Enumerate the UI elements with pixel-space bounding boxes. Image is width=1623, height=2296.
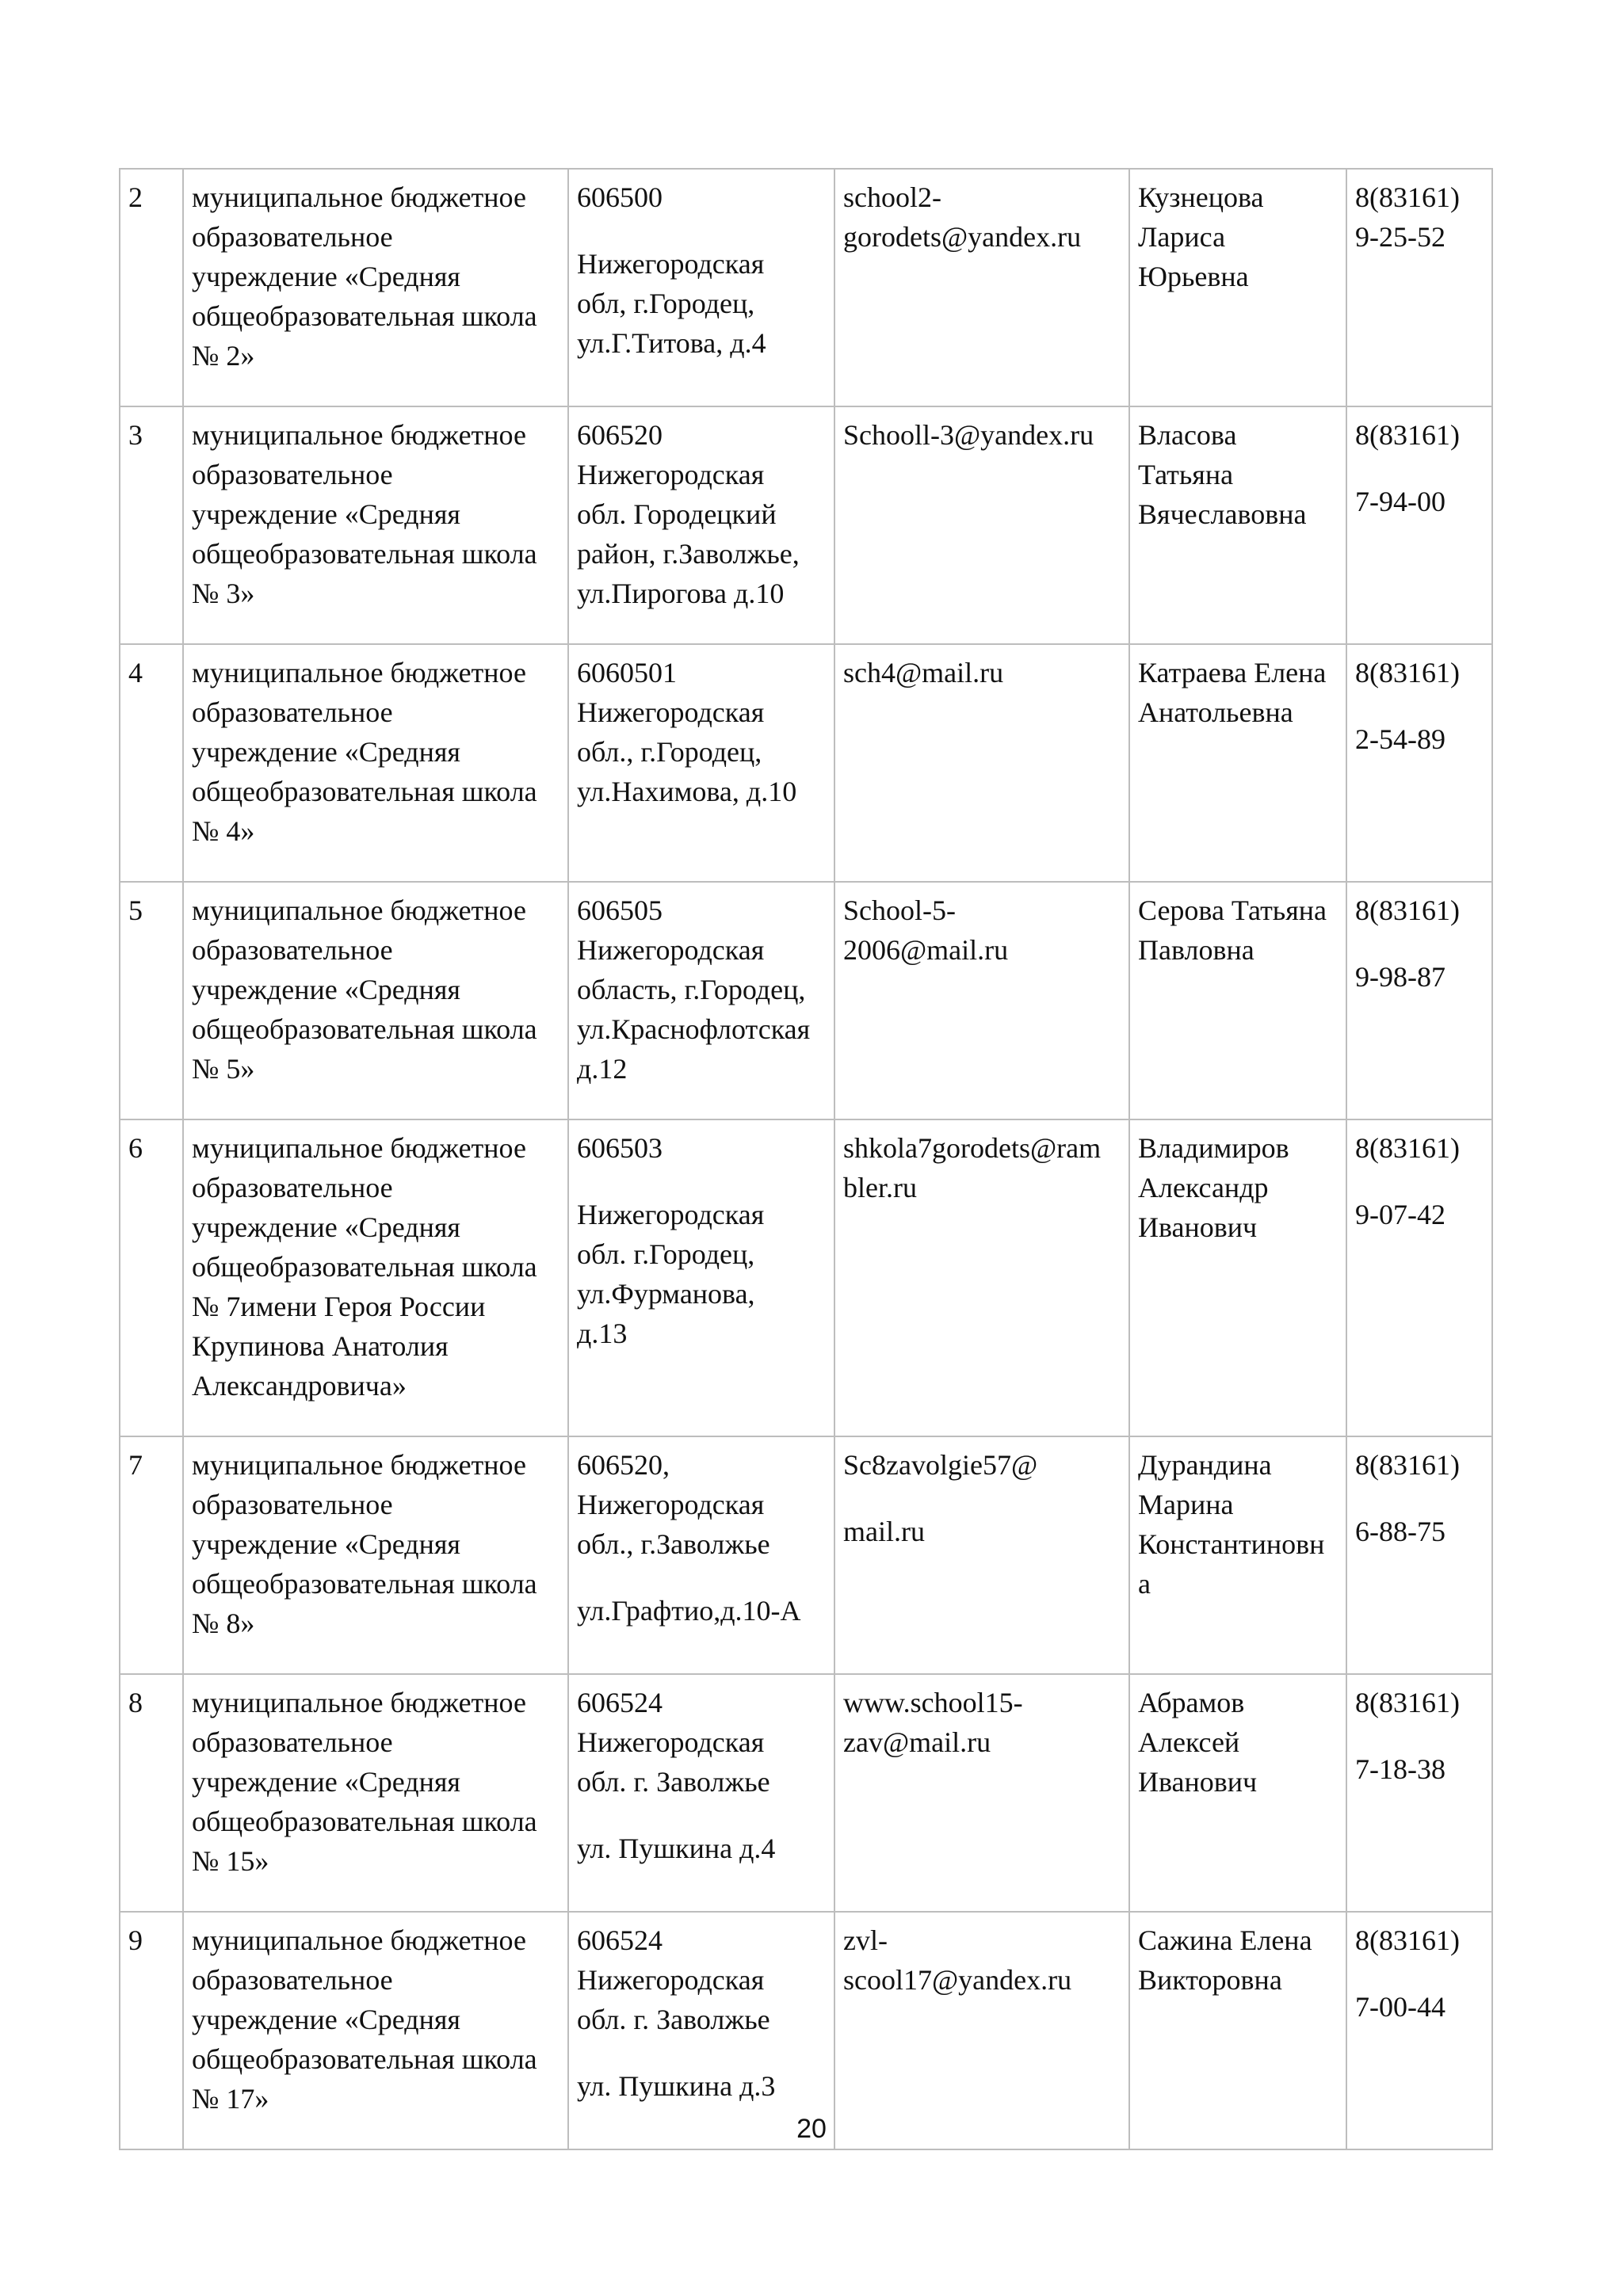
- school-name-line: муниципальное бюджетное: [192, 1924, 526, 1956]
- email-cell: [834, 1674, 1129, 1912]
- address-line: ул.Графтио,д.10-А: [577, 1595, 801, 1627]
- director-cell: [1129, 169, 1346, 406]
- address-cell: [568, 1436, 834, 1674]
- address-line: область, г.Городец,: [577, 974, 806, 1005]
- phone-code: 8(83161): [1355, 657, 1460, 688]
- address-line: ул.Краснофлотская: [577, 1013, 811, 1045]
- phone-number: 7-00-44: [1355, 1991, 1445, 2023]
- director-line: Павловна: [1138, 934, 1254, 966]
- email-line: bler.ru: [843, 1172, 917, 1203]
- phone-code: 8(83161): [1355, 1687, 1460, 1718]
- phone-number: 6-88-75: [1355, 1516, 1445, 1547]
- director-cell: [1129, 644, 1346, 882]
- school-name-cell: [183, 882, 568, 1119]
- email-line: school2-: [843, 181, 941, 213]
- school-name-line: общеобразовательная школа: [192, 300, 537, 332]
- phone-code: 8(83161): [1355, 1132, 1460, 1164]
- phone-cell: [1346, 1436, 1492, 1674]
- table-row: [120, 1119, 1492, 1436]
- address-line: обл. г. Заволжье: [577, 1766, 770, 1798]
- address-line: 606524: [577, 1924, 663, 1956]
- address-line: ул.Г.Титова, д.4: [577, 327, 766, 359]
- director-cell: [1129, 1119, 1346, 1436]
- phone-cell: [1346, 406, 1492, 644]
- phone-code: 8(83161): [1355, 419, 1460, 451]
- director-line: Катраева Елена: [1138, 657, 1327, 688]
- director-line: Дурандина: [1138, 1449, 1272, 1481]
- address-line: ул. Пушкина д.3: [577, 2070, 776, 2102]
- row-number: 8: [128, 1687, 143, 1718]
- school-name-line: образовательное: [192, 1489, 393, 1520]
- school-name-cell: [183, 169, 568, 406]
- address-line: ул.Пирогова д.10: [577, 578, 785, 609]
- phone-code: 8(83161): [1355, 1449, 1460, 1481]
- page-number: 20: [796, 2114, 827, 2144]
- director-line: Татьяна: [1138, 459, 1234, 490]
- address-line: 606524: [577, 1687, 663, 1718]
- row-number: 9: [128, 1924, 143, 1956]
- director-line: Алексей: [1138, 1726, 1240, 1758]
- row-number: 7: [128, 1449, 143, 1481]
- school-name-line: муниципальное бюджетное: [192, 894, 526, 926]
- director-line: Абрамов: [1138, 1687, 1245, 1718]
- address-line: 606503: [577, 1132, 663, 1164]
- address-line: обл., г.Городец,: [577, 736, 762, 768]
- row-number-cell: [120, 644, 183, 882]
- address-line: ул.Фурманова,: [577, 1278, 755, 1310]
- school-name-line: № 2»: [192, 340, 255, 372]
- email-line: scool17@yandex.ru: [843, 1964, 1072, 1996]
- director-cell: [1129, 406, 1346, 644]
- email-cell: [834, 406, 1129, 644]
- school-name-line: учреждение «Средняя: [192, 2004, 460, 2035]
- phone-number: 9-07-42: [1355, 1199, 1445, 1230]
- email-line: 2006@mail.ru: [843, 934, 1009, 966]
- address-line: Нижегородская: [577, 1489, 765, 1520]
- director-line: Марина: [1138, 1489, 1234, 1520]
- director-line: Юрьевна: [1138, 261, 1249, 292]
- row-number: 2: [128, 181, 143, 213]
- table-row: [120, 406, 1492, 644]
- address-line: Нижегородская: [577, 1726, 765, 1758]
- school-name-line: муниципальное бюджетное: [192, 657, 526, 688]
- address-line: Нижегородская: [577, 459, 765, 490]
- table-row: [120, 169, 1492, 406]
- director-line: Серова Татьяна: [1138, 894, 1327, 926]
- school-name-cell: [183, 1119, 568, 1436]
- school-name-line: муниципальное бюджетное: [192, 181, 526, 213]
- school-name-cell: [183, 1674, 568, 1912]
- phone-number: 9-98-87: [1355, 961, 1445, 993]
- row-number-cell: [120, 1119, 183, 1436]
- director-line: Кузнецова: [1138, 181, 1264, 213]
- row-number: 5: [128, 894, 143, 926]
- school-name-line: учреждение «Средняя: [192, 1528, 460, 1560]
- director-line: Константиновн: [1138, 1528, 1325, 1560]
- email-cell: [834, 1436, 1129, 1674]
- school-name-line: № 7имени Героя России: [192, 1291, 486, 1322]
- director-line: Анатольевна: [1138, 696, 1293, 728]
- phone-cell: [1346, 169, 1492, 406]
- school-name-line: № 3»: [192, 578, 255, 609]
- school-name-cell: [183, 644, 568, 882]
- schools-table-body: [120, 169, 1492, 2149]
- phone-cell: [1346, 882, 1492, 1119]
- school-name-line: общеобразовательная школа: [192, 776, 537, 807]
- email-cell: [834, 169, 1129, 406]
- table-row: [120, 1674, 1492, 1912]
- address-cell: [568, 882, 834, 1119]
- address-line: 6060501: [577, 657, 677, 688]
- director-cell: [1129, 1436, 1346, 1674]
- email-line: zvl-: [843, 1924, 888, 1956]
- email-line: shkola7gorodets@ram: [843, 1132, 1102, 1164]
- address-cell: [568, 1119, 834, 1436]
- table-row: [120, 1436, 1492, 1674]
- school-name-line: учреждение «Средняя: [192, 1211, 460, 1243]
- address-cell: [568, 644, 834, 882]
- address-cell: [568, 169, 834, 406]
- email-cell: [834, 882, 1129, 1119]
- row-number: 3: [128, 419, 143, 451]
- address-line: д.13: [577, 1318, 628, 1349]
- address-line: 606500: [577, 181, 663, 213]
- phone-cell: [1346, 1674, 1492, 1912]
- phone-cell: [1346, 644, 1492, 882]
- school-name-line: учреждение «Средняя: [192, 974, 460, 1005]
- email-line: zav@mail.ru: [843, 1726, 991, 1758]
- row-number: 4: [128, 657, 143, 688]
- director-line: Викторовна: [1138, 1964, 1282, 1996]
- school-name-line: образовательное: [192, 221, 393, 253]
- school-name-line: общеобразовательная школа: [192, 2043, 537, 2075]
- row-number-cell: [120, 406, 183, 644]
- school-name-line: общеобразовательная школа: [192, 1251, 537, 1283]
- phone-number: 7-94-00: [1355, 486, 1445, 517]
- address-line: Нижегородская: [577, 248, 765, 280]
- email-line: mail.ru: [843, 1516, 925, 1547]
- school-name-line: № 5»: [192, 1053, 255, 1085]
- schools-table: [119, 168, 1493, 2150]
- address-line: 606520: [577, 419, 663, 451]
- phone-number: 7-18-38: [1355, 1753, 1445, 1785]
- address-line: район, г.Заволжье,: [577, 538, 800, 570]
- school-name-line: муниципальное бюджетное: [192, 1687, 526, 1718]
- school-name-line: образовательное: [192, 934, 393, 966]
- director-line: Иванович: [1138, 1766, 1258, 1798]
- phone-number: 2-54-89: [1355, 723, 1445, 755]
- school-name-line: образовательное: [192, 1726, 393, 1758]
- school-name-line: общеобразовательная школа: [192, 1806, 537, 1837]
- school-name-cell: [183, 1436, 568, 1674]
- phone-code: 8(83161): [1355, 1924, 1460, 1956]
- director-line: Лариса: [1138, 221, 1226, 253]
- email-cell: [834, 1119, 1129, 1436]
- address-line: обл. Городецкий: [577, 498, 777, 530]
- address-line: обл. г. Заволжье: [577, 2004, 770, 2035]
- phone-cell: [1346, 1119, 1492, 1436]
- phone-number: 9-25-52: [1355, 221, 1445, 253]
- school-name-line: Крупинова Анатолия: [192, 1330, 449, 1362]
- school-name-line: учреждение «Средняя: [192, 498, 460, 530]
- address-line: 606520,: [577, 1449, 670, 1481]
- row-number-cell: [120, 1436, 183, 1674]
- address-line: ул. Пушкина д.4: [577, 1833, 776, 1864]
- address-cell: [568, 1674, 834, 1912]
- row-number-cell: [120, 1674, 183, 1912]
- school-name-line: учреждение «Средняя: [192, 736, 460, 768]
- email-line: sch4@mail.ru: [843, 657, 1004, 688]
- school-name-line: муниципальное бюджетное: [192, 1449, 526, 1481]
- email-line: Sc8zavolgie57@: [843, 1449, 1038, 1481]
- school-name-line: образовательное: [192, 1172, 393, 1203]
- address-line: обл. г.Городец,: [577, 1238, 755, 1270]
- email-cell: [834, 644, 1129, 882]
- row-number-cell: [120, 169, 183, 406]
- director-line: Власова: [1138, 419, 1237, 451]
- phone-code: 8(83161): [1355, 181, 1460, 213]
- school-name-line: № 8»: [192, 1608, 255, 1639]
- address-line: ул.Нахимова, д.10: [577, 776, 797, 807]
- director-line: Александр: [1138, 1172, 1269, 1203]
- director-line: а: [1138, 1568, 1151, 1600]
- school-name-line: общеобразовательная школа: [192, 1013, 537, 1045]
- school-name-line: образовательное: [192, 696, 393, 728]
- director-cell: [1129, 1674, 1346, 1912]
- school-name-line: № 4»: [192, 815, 255, 847]
- address-line: обл., г.Заволжье: [577, 1528, 770, 1560]
- address-line: Нижегородская: [577, 1199, 765, 1230]
- school-name-line: муниципальное бюджетное: [192, 419, 526, 451]
- address-line: д.12: [577, 1053, 628, 1085]
- email-line: School-5-: [843, 894, 956, 926]
- address-line: 606505: [577, 894, 663, 926]
- school-name-cell: [183, 406, 568, 644]
- school-name-line: № 17»: [192, 2083, 269, 2115]
- school-name-line: муниципальное бюджетное: [192, 1132, 526, 1164]
- row-number: 6: [128, 1132, 143, 1164]
- director-line: Иванович: [1138, 1211, 1258, 1243]
- school-name-line: учреждение «Средняя: [192, 261, 460, 292]
- email-line: gorodets@yandex.ru: [843, 221, 1082, 253]
- school-name-line: учреждение «Средняя: [192, 1766, 460, 1798]
- address-cell: [568, 406, 834, 644]
- table-row: [120, 882, 1492, 1119]
- school-name-line: общеобразовательная школа: [192, 1568, 537, 1600]
- address-line: обл, г.Городец,: [577, 288, 755, 319]
- school-name-line: № 15»: [192, 1845, 269, 1877]
- director-line: Владимиров: [1138, 1132, 1289, 1164]
- school-name-line: образовательное: [192, 459, 393, 490]
- email-line: Schooll-3@yandex.ru: [843, 419, 1094, 451]
- address-line: Нижегородская: [577, 1964, 765, 1996]
- school-name-line: Александровича»: [192, 1370, 407, 1402]
- director-line: Вячеславовна: [1138, 498, 1307, 530]
- email-line: www.school15-: [843, 1687, 1023, 1718]
- row-number-cell: [120, 882, 183, 1119]
- school-name-line: общеобразовательная школа: [192, 538, 537, 570]
- school-name-line: образовательное: [192, 1964, 393, 1996]
- director-cell: [1129, 882, 1346, 1119]
- phone-code: 8(83161): [1355, 894, 1460, 926]
- address-line: Нижегородская: [577, 934, 765, 966]
- director-line: Сажина Елена: [1138, 1924, 1312, 1956]
- address-line: Нижегородская: [577, 696, 765, 728]
- table-row: [120, 644, 1492, 882]
